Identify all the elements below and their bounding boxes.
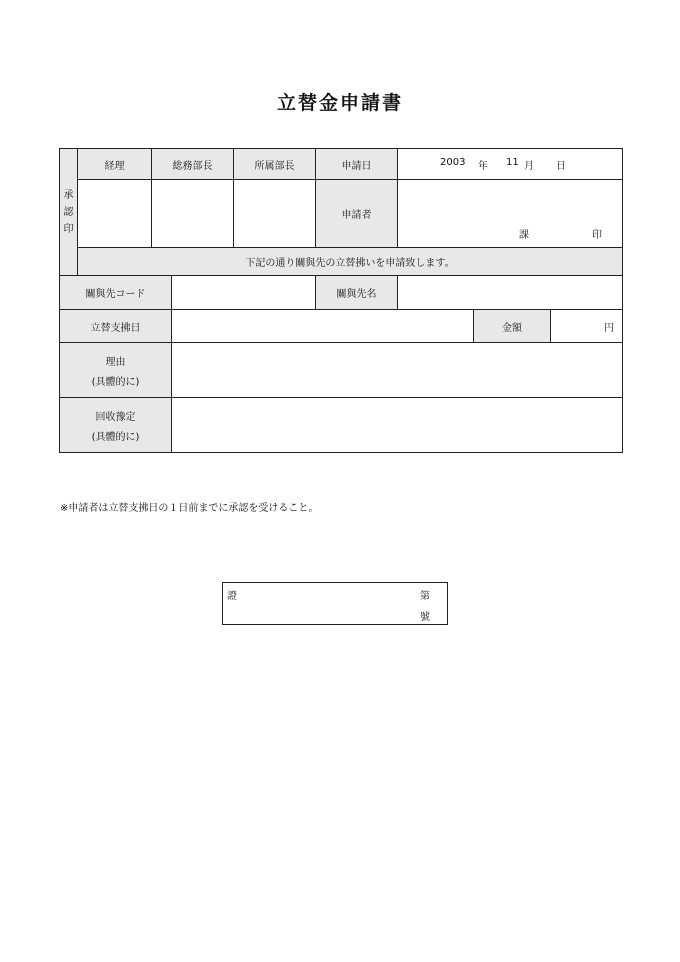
recovery-label-2: (具體的に): [91, 431, 140, 443]
col-accounting: 経理: [78, 149, 152, 180]
amount-field[interactable]: [551, 310, 623, 343]
amount-label: 金額: [474, 310, 551, 343]
seal-box-accounting[interactable]: [78, 180, 152, 248]
voucher-number-box[interactable]: [222, 582, 448, 625]
col-dept-head: 所属部長: [234, 149, 316, 180]
seal-label-3: 印: [63, 223, 74, 235]
voucher-label: 證: [227, 591, 237, 602]
date-month-unit: 月: [524, 160, 534, 172]
voucher-number-suffix: 號: [420, 612, 430, 623]
reason-label-2: (具體的に): [91, 376, 140, 388]
col-general-affairs: 総務部長: [152, 149, 234, 180]
approval-seal-label: [60, 149, 78, 276]
amount-unit: 円: [604, 322, 614, 334]
applicant-label: 申請者: [316, 180, 398, 248]
reason-field[interactable]: [172, 343, 623, 398]
reason-label-1: 理由: [105, 356, 126, 368]
col-application-date: 申請日: [316, 149, 398, 180]
advance-date-label: 立替支拂日: [60, 310, 172, 343]
advance-date-field[interactable]: [172, 310, 474, 343]
seal-box-dept-head[interactable]: [234, 180, 316, 248]
date-day-unit: 日: [556, 160, 566, 172]
statement-text: 下記の通り關與先の立替拂いを申請致します。: [78, 248, 623, 276]
application-date-value[interactable]: [398, 149, 623, 180]
recovery-label-1: 回收豫定: [95, 411, 136, 423]
date-month: 11: [506, 156, 519, 168]
recovery-field[interactable]: [172, 398, 623, 453]
client-code-label: 關與先コード: [60, 276, 172, 310]
applicant-value[interactable]: [398, 180, 623, 248]
client-name-field[interactable]: [398, 276, 623, 310]
page-title: 立替金申請書: [276, 92, 403, 114]
stamp-label: 印: [592, 230, 602, 241]
recovery-label: [60, 398, 172, 453]
seal-label-1: 承: [63, 189, 74, 201]
seal-box-general-affairs[interactable]: [152, 180, 234, 248]
approval-note: ※申請者は立替支拂日の１日前までに承認を受けること。: [60, 503, 319, 514]
date-year: 2003: [440, 156, 466, 168]
client-code-field[interactable]: [172, 276, 316, 310]
application-form-table: [59, 148, 623, 453]
reason-label: [60, 343, 172, 398]
section-label: 課: [519, 230, 529, 241]
client-name-label: 關與先名: [316, 276, 398, 310]
seal-label-2: 認: [63, 206, 74, 218]
date-year-unit: 年: [478, 160, 488, 172]
voucher-number-prefix: 第: [420, 591, 430, 602]
